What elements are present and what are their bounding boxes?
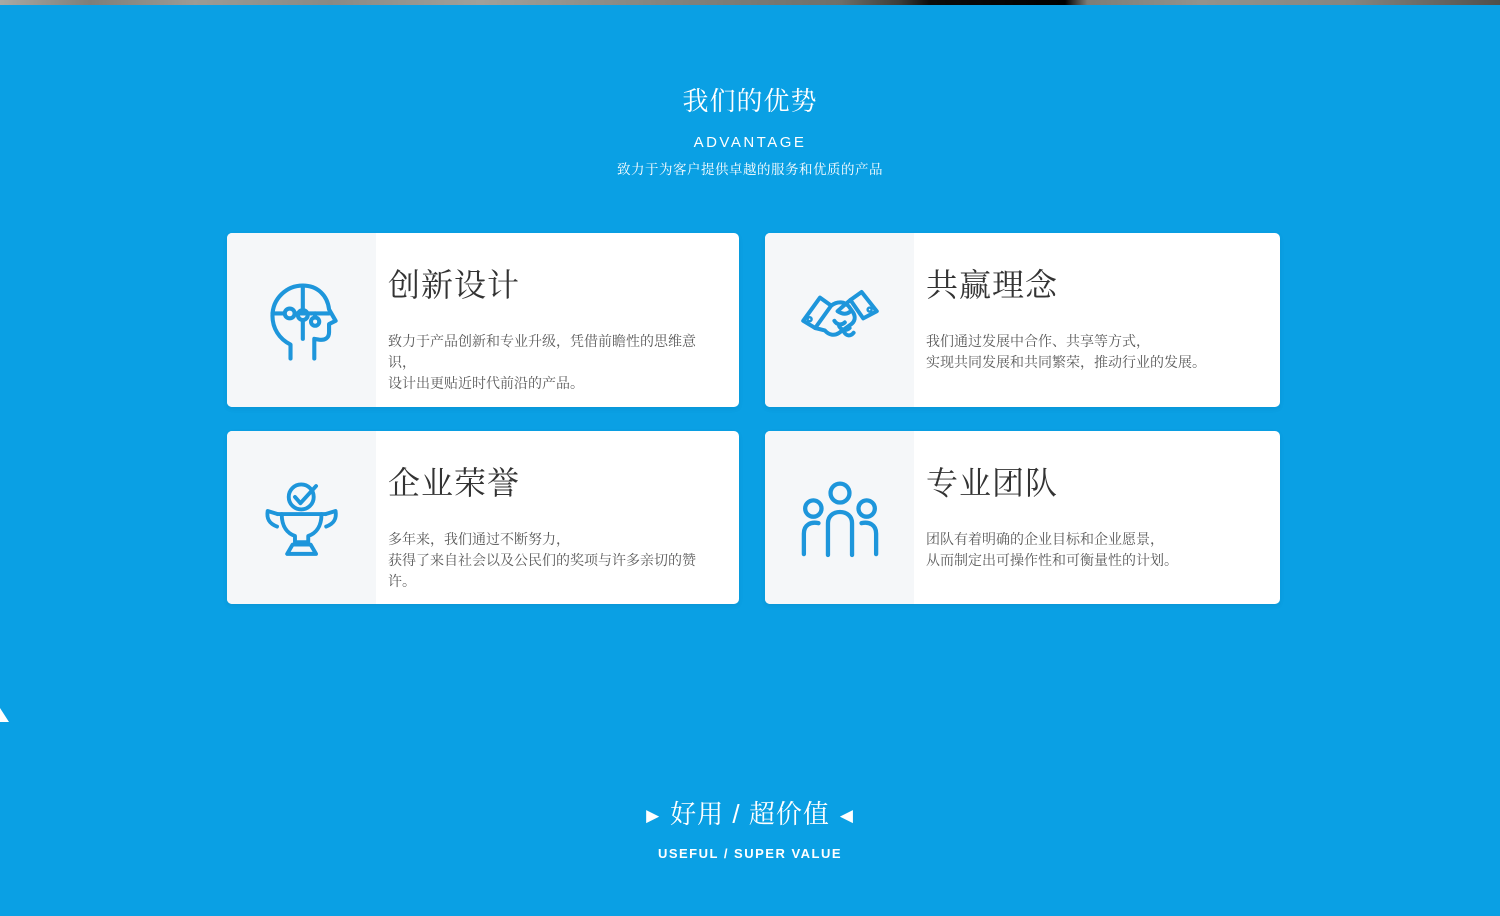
card-icon-panel [765,431,914,604]
trophy-check-icon [263,471,341,565]
value-banner [0,798,1500,862]
card-icon-panel [227,431,376,604]
team-icon [797,475,883,561]
card-description-line: 致力于产品创新和专业升级，凭借前瞻性的思维意识， [388,333,696,370]
card-team [765,431,1280,604]
card-title: 企业荣誉 [388,465,521,501]
card-honor [227,431,739,604]
card-description-line: 多年来，我们通过不断努力， [388,531,570,547]
left-edge-notch [0,708,9,722]
card-description-line: 从而制定出可操作性和可衡量性的计划。 [926,552,1178,568]
card-body [376,233,739,407]
card-title: 共赢理念 [926,267,1059,303]
card-description-line: 团队有着明确的企业目标和企业愿景， [926,531,1164,547]
card-title: 专业团队 [926,465,1059,501]
section-tagline: 致力于为客户提供卓越的服务和优质的产品 [617,162,883,177]
advantage-cards-grid [227,233,1280,604]
card-body [914,431,1280,604]
card-body [914,233,1280,407]
section-title: 我们的优势 [682,86,818,116]
section-header [0,5,1500,179]
card-description [388,529,721,592]
card-description [926,529,1262,571]
card-description-line: 获得了来自社会以及公民们的奖项与许多亲切的赞许。 [388,552,696,589]
handshake-icon [797,280,883,360]
card-description-line: 我们通过发展中合作、共享等方式， [926,333,1150,349]
card-body [376,431,739,604]
card-description-line: 设计出更贴近时代前沿的产品。 [388,375,584,391]
card-description-line: 实现共同发展和共同繁荣，推动行业的发展。 [926,354,1206,370]
value-banner-title: 好用 / 超价值 [670,799,830,829]
card-icon-panel [765,233,914,407]
left-play-icon: ▶ [646,806,661,825]
value-banner-subtitle: USEFUL / SUPER VALUE [657,846,843,861]
card-icon-panel [227,233,376,407]
card-description [926,331,1262,373]
value-banner-title-row [0,798,1500,832]
mind-puzzle-icon [261,276,343,364]
card-description [388,331,721,394]
card-innovative-design [227,233,739,407]
card-win-win [765,233,1280,407]
section-subtitle: ADVANTAGE [693,134,807,151]
card-title: 创新设计 [388,267,521,303]
right-play-icon: ◀ [839,806,854,825]
